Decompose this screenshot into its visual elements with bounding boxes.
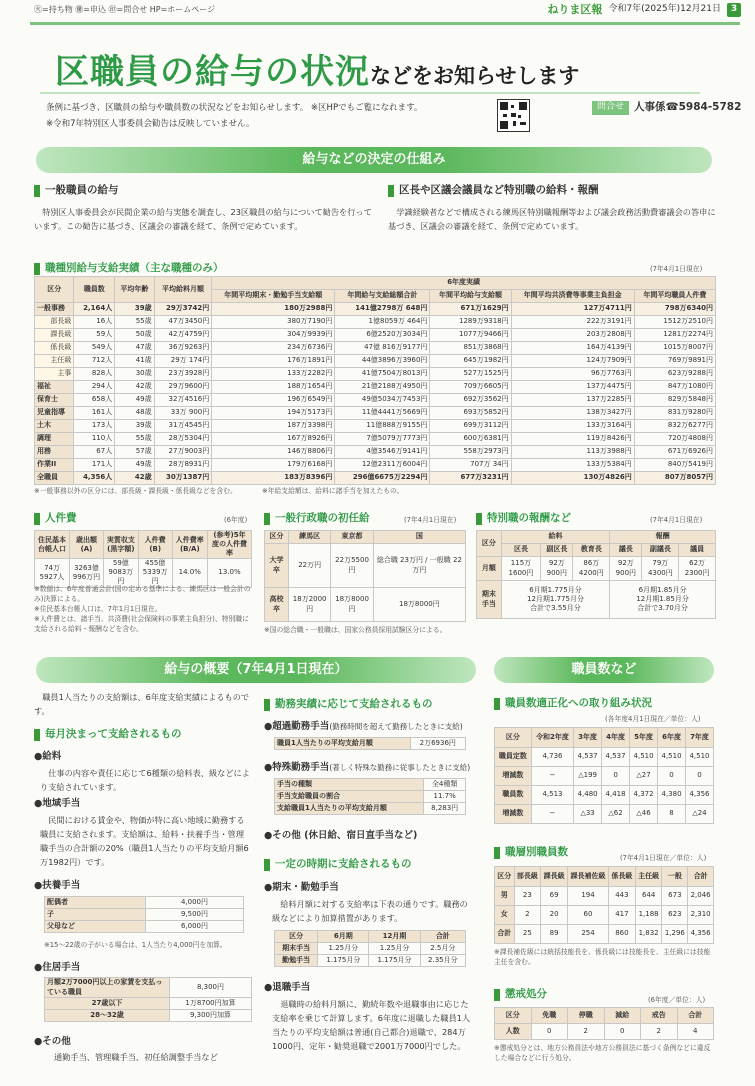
table-row: 児童指導 161人 48歳 33万 900円 194万5173円 11億4441万5669円 693万5852円 138万3427円 831万9280円	[35, 407, 716, 420]
table-row: 部長級 16人 55歳 47万3450円 380万7190円 1億8059万 464円 1289万9318円 222万3191円 1512万2510円	[35, 316, 716, 329]
table-row: 男 23 69 194 443 644 673 2,046	[495, 887, 714, 906]
labor-cost-notes: ※数値は、6年度普通会計(国の定める基準による、練馬区は一般会計のみ)決算による。 ※住民基本台帳人口は、7年1月1日現在。 ※人件費とは、諸手当、共済費(社会保険料の事業主負担分)、特別職に支給される給料・報酬などを含む。	[34, 585, 251, 633]
starting-salary-table: 区分 練馬区 東京都 国 大学卒 22万円 22万5500円 総合職 23万円 / 一般職 22万円 高校卒 18万2000円 18万8000円 18万8000円	[264, 530, 466, 622]
fuyo-heading: ● 扶養手当	[34, 880, 80, 892]
kyuryo-heading: ● 給料	[34, 751, 61, 763]
pay-table-date: (7年4月1日現在)	[650, 265, 703, 273]
brand-block	[547, 3, 741, 17]
qr-code-icon[interactable]	[497, 99, 530, 132]
jukyo-table: 月額2万7000円以上の家賃を支払っている職員 8,300円 27歳以下 1万8700円加算 28～32歳 9,300円加算	[44, 977, 252, 1022]
chokai-table: 区分 免職 停職 減給 戒告 合計 人数 0 2 0 2 4	[494, 1007, 714, 1040]
page-number: 3	[727, 3, 741, 17]
table-row: 係長級 549人 47歳 36万9263円 234万6736円 47億 816万9177円 851万3868円 164万4139円 1015万8007円	[35, 342, 716, 355]
heading-pay-table: 職種別給与支給実績（主な職種のみ）	[34, 262, 224, 276]
contact-phone: 人事係☎5984-5782	[634, 101, 742, 114]
table-row: 作業II 171人 49歳 28万8931円 179万6168円 12億2311万6004円 707万 34円 133万5384円 840万5419円	[35, 459, 716, 472]
jukyo-heading: ● 住居手当	[34, 962, 80, 974]
group-header: 6年度実績	[212, 277, 716, 290]
section-band-mechanism: 給与などの決定の仕組み	[36, 147, 712, 173]
tokushu-heading: ● 特殊勤務手当(著しく特殊な勤務に従事したときに支給)	[264, 762, 470, 774]
table-row: 職員定数 4,736 4,537 4,537 4,510 4,510 4,510	[495, 748, 714, 767]
taishoku-text: 退職時の給料月額に、勤続年数や退職事由に応じた支給率を乗じて計算します。6年度に退職した職員1人当たりの平均支給額は普通(自己都合)退職で、284万1000円、定年・勧奨退職で2001万7000円でした。	[272, 999, 471, 1051]
heading-starting-salary: 一般行政職の初任給	[264, 512, 370, 526]
tokushu-table: 手当の種類 全4種類 手当支給職員の割合 11.7% 支給職員1人当たりの平均支給月額 8,283円	[274, 778, 466, 815]
table-row: 増減数 − △33 △62 △46 8 △24	[495, 805, 714, 824]
table-row: 一般事務 2,164人 39歳 29万3742円 180万2988円 141億2798万 648円 671万1629円 127万4711円 798万6340円	[35, 303, 716, 316]
section-band-staff: 職員数など	[494, 657, 714, 683]
heading-chokai: 懲戒処分	[494, 988, 547, 1002]
table-row: 課長級 59人 50歳 42万4759円 304万9939円 6億2520万3034円 1077万9466円 203万2808円 1281万2274円	[35, 329, 716, 342]
table-row: 主任級 712人 41歳 29万 174円 176万1891円 44億3896万3960円 645万1982円 124万7909円 769万9891円	[35, 355, 716, 368]
heading-special: 区長や区議会議員など特別職の給料・報酬	[388, 184, 599, 198]
tekisei-date: (各年度4月1日現在／単位：人)	[605, 715, 701, 723]
general-text: 特別区人事委員会が民間企業の給与実態を調査し、23区職員の給与について勧告を行っています。この勧告に基づき、区議会の審議を経て、条例で定めています。	[34, 207, 372, 231]
col-header: 区分	[35, 277, 74, 303]
table-row: 福祉 294人 42歳 29万9600円 188万1654円 21億2188万4950円 709万6605円 137万4475円 847万1080円	[35, 381, 716, 394]
chokin-heading: ● 超過勤務手当(勤務時間を超えて勤務したときに支給)	[264, 721, 463, 733]
fuyo-note: ※15～22歳の子がいる場合は、1人当たり4,000円を加算。	[44, 941, 227, 949]
brand-logo: ねりま区報	[547, 3, 603, 16]
chokin-table: 職員1人当たりの平均支給月額 2万6936円	[274, 737, 466, 750]
table-row: 主事 828人 30歳 23万3928円 133万2282円 41億7504万8013円 527万1525円 96万7763円 623万9288円	[35, 368, 716, 381]
heading-special-pay: 特別職の報酬など	[476, 512, 571, 526]
legend: ㊋=持ち物 ㊝=申込 ㊞=問合せ HP=ホームページ	[34, 5, 216, 14]
page-title: 区職員の給与の状況などをお知らせします	[55, 52, 580, 92]
table-row: 調理 110人 55歳 28万5304円 167万8926円 7億5079万7773円 600万6381円 119万8426円 720万4808円	[35, 433, 716, 446]
table-row: 増減数 − △199 0 △27 0 0	[495, 767, 714, 786]
issue-date: 令和7年(2025年)12月21日	[608, 4, 721, 15]
pay-table: 区分 職員数 平均年齢 平均給料月額 6年度実績 年間平均期末・勤勉手当支給額 年間給与支給総額合計 年間平均給与支給額 年間平均共済費等事業主負担金 年間平均職員人件費 一般事務 2,164人 39歳 29万3742円 180万2988円 141億2798万 648円 671万1629円 127万4711円 798万6340円 部長級 16人 55歳 47万3450円 380万7190円 1億8059万 464円 1289万9318円 222万3191円 1512万2510円 課長級 59人 50歳 42万4759円 304万9939円 6億2520万3034円 1077万9466円 203万2808円 1281万2274円 係長級 549人 47歳 36万9263円 234万6736円 47億 816万9177円 851万3868円 164万4139円 1015万8007円 主任級 712人 41歳 29万 174円 176万1891円 44億3896万3960円 645万1982円 124万7909円 769万9891円 主事 828人 30歳 23万3928円 133万2282円 41億7504万8013円 527万1525円 96万7763円 623万9288円 福祉 294人 42歳 29万9600円 188万1654円 21億2188万4950円 709万6605円 137万4475円 847万1080円 保育士 658人 49歳 32万4516円 196万6549円 49億5034万7453円 692万3562円 137万2285円 829万5848円 児童指導 161人 48歳 33万 900円 194万5173円 11億4441万5669円 693万5852円 138万3427円 831万9280円 土木 173人 39歳 31万4545円 187万3398円 11億888万9155円 699万3112円 133万3164円 832万6277円 調理 110人 55歳 28万5304円 167万8926円 7億5079万7773円 600万6381円 119万8426円 720万4808円 用務 67人 57歳 27万9003円 146万8806円 4億3546万9141円 558万2973円 113万3988円 671万6926円 作業II 171人 49歳 28万8931円 179万6168円 12億2311万6004円 707万 34円 133万5384円 840万5419円 全職員 4,356人 42歳 30万1387円 183万8396円 296億6675万2294円 677万3231円 130万4826円 807万8057円	[34, 276, 716, 485]
fuyo-table: 配偶者 4,000円 子 9,500円 父母など 6,000円	[44, 896, 244, 933]
chiiki-text: 民間における賃金や、物価が特に高い地域に勤務する職員に支給されます。支給額は、給料・扶養手当・管理職手当の合計額の20%（職員1人当たりの平均支給月額6万1982円）です。	[40, 815, 249, 867]
heading-shokusei: 職層別職員数	[494, 846, 568, 860]
special-pay-date: (7年4月1日現在)	[650, 516, 703, 524]
shokusei-date: (7年4月1日現在／単位：人)	[620, 854, 707, 862]
contact-info	[592, 101, 741, 115]
shokusei-table: 区分 部長級 課長級 課長補佐級 係長級 主任級 一般 合計 男 23 69 194 443 644 673 2,046 女 2 20 60 417 1,188 623 2,310 合計 25 89 254 860 1,832 1,296 4,356	[494, 866, 714, 944]
chokai-date: (6年度／単位：人)	[648, 996, 706, 1004]
divider	[30, 22, 740, 25]
table-row: 保育士 658人 49歳 32万4516円 196万6549円 49億5034万7453円 692万3562円 137万2285円 829万5848円	[35, 394, 716, 407]
kyuryo-text: 仕事の内容や責任に応じて6種類の給料表、級などにより支給されています。	[40, 768, 250, 792]
table-row: 全職員 4,356人 42歳 30万1387円 183万8396円 296億6675万2294円 677万3231円 130万4826円 807万8057円	[35, 472, 716, 485]
table-row: 用務 67人 57歳 27万9003円 146万8806円 4億3546万9141円 558万2973円 113万3988円 671万6926円	[35, 446, 716, 459]
tekisei-table: 区分 令和2年度 3年度 4年度 5年度 6年度 7年度 職員定数 4,736 4,537 4,537 4,510 4,510 4,510 増減数 − △199 0 △27 0 0 職員数 4,513 4,480 4,418 4,372 4,380 4,356 増減数 − △33 △62 △46 8 △24	[494, 727, 714, 824]
lead-text: 条例に基づき、区職員の給与や職員数の状況などをお知らせします。 ※区HPでもご覧になれます。 ※令和7年特別区人事委員会勧告は反映していません。	[46, 103, 423, 129]
sonota-heading: ● その他	[34, 1036, 71, 1048]
kinmu-other: ● その他 (休日給、宿日直手当など)	[264, 830, 417, 842]
pay-note-1: ※一般事務以外の区分には、部長級・課長級・係長級などを含む。	[34, 487, 237, 495]
starting-salary-note: ※国の総合職・一般職は、国家公務員採用試験区分による。	[264, 626, 447, 634]
overview-lead: 職員1人当たりの支給額は、6年度支給実績によるものです。	[34, 692, 250, 716]
heading-general: 一般職員の給与	[34, 184, 119, 198]
shokusei-note: ※課長補佐級には統括技能長を、係長級には技能長を、主任級には技能主任を含む。	[494, 948, 711, 966]
table-row: 土木 173人 39歳 31万4545円 187万3398円 11億888万9155円 699万3112円 133万3164円 832万6277円	[35, 420, 716, 433]
labor-cost-table: 住民基本台帳人口 歳出額(A) 実質収支(黒字額) 人件費(B) 人件費率(B/A) (参考)5年度の人件費率 74万5927人 3263億996万円 59億9083万円 455億5339万円 14.0% 13.0%	[34, 530, 252, 588]
table-row: 職員数 4,513 4,480 4,418 4,372 4,380 4,356	[495, 786, 714, 805]
table-row: 合計 25 89 254 860 1,832 1,296 4,356	[495, 925, 714, 944]
section-band-overview: 給与の概要（7年4月1日現在）	[36, 657, 476, 683]
starting-salary-date: (7年4月1日現在)	[404, 516, 457, 524]
divider	[40, 92, 700, 94]
sonota-text: 通勤手当、管理職手当、初任給調整手当など	[54, 1052, 218, 1062]
kimatsu-table: 区分 6月期 12月期 合計 期末手当 1.25月分 1.25月分 2.5月分 勤勉手当 1.175月分 1.175月分 2.35月分	[274, 930, 466, 967]
chokai-note: ※懲戒処分とは、地方公務員法や地方公務員法に基づく条例などに違反した場合などに行う処分。	[494, 1044, 711, 1062]
heading-tekisei: 職員数適正化への取り組み状況	[494, 697, 652, 711]
kimatsu-text: 給料月額に対する支給率は下表の通りです。職務の級などにより加算措置があります。	[272, 899, 468, 923]
heading-labor-cost: 人件費	[34, 512, 77, 526]
special-pay-table: 区分 給料 報酬 区長 副区長 教育長 議長 副議長 議員 月額 115万1600円 92万900円 86万4200円 92万900円 79万4300円 62万2300円 期末手当 6月期1.775月分 12月期1.775月分 合計で3.55月分 6月期1.85月分 12月期1.85月分 合計で3.70月分	[476, 530, 716, 619]
contact-label: 問合せ	[592, 101, 629, 115]
taishoku-heading: ● 退職手当	[264, 982, 310, 994]
kimatsu-heading: ● 期末・勤勉手当	[264, 882, 339, 894]
table-row: 女 2 20 60 417 1,188 623 2,310	[495, 906, 714, 925]
heading-monthly: 毎月決まって支給されるもの	[34, 728, 182, 742]
heading-kinmu: 勤務実績に応じて支給されるもの	[264, 698, 433, 712]
special-text: 学識経験者などで構成される練馬区特別職報酬等および議会政務活動費審議会の答申に基づき、区議会の審議を経て、条例で定めています。	[388, 207, 716, 231]
pay-note-2: ※年給支給額は、給料に諸手当を加えたもの。	[262, 487, 404, 495]
chiiki-heading: ● 地域手当	[34, 798, 80, 810]
labor-cost-date: (6年度)	[224, 516, 248, 524]
heading-ittei: 一定の時期に支給されるもの	[264, 858, 412, 872]
